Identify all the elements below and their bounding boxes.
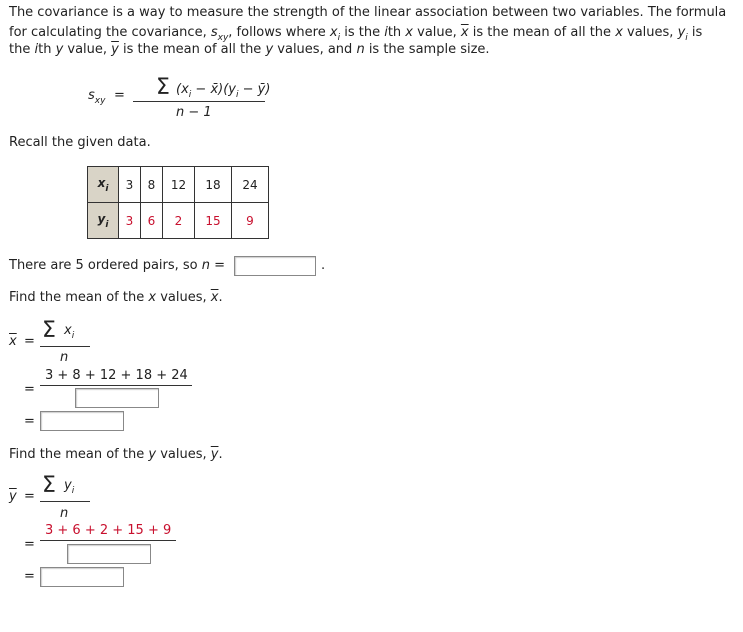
intro-line-3: the ith y value, $\overline{y}$ is the mean of all the y values, and n is the sample size.	[9, 42, 490, 57]
y-cell: 15	[195, 203, 232, 239]
xmean-numerator: $x_i$	[64, 323, 75, 341]
x-row	[88, 167, 269, 203]
xmean-denominator-input[interactable]	[75, 388, 159, 408]
pairs-period: .	[321, 258, 326, 273]
ymean-equals-3: =	[24, 569, 35, 584]
xmean-fraction-bar-2	[40, 385, 192, 386]
ymean-result-input[interactable]	[40, 567, 124, 587]
formula-fraction-bar	[133, 101, 265, 102]
ymean-numerator: $y_i$	[64, 478, 75, 496]
y-cell: 3	[119, 203, 141, 239]
formula-denominator: n − 1	[176, 105, 212, 120]
ymean-sigma: Σ	[42, 473, 56, 498]
pairs-text: There are 5 ordered pairs, so n =	[9, 258, 226, 273]
ymean-denominator-input[interactable]	[67, 544, 151, 564]
n-answer-input[interactable]	[234, 256, 316, 276]
ymean-sum-expression: 3 + 6 + 2 + 15 + 9	[45, 523, 172, 538]
data-table	[87, 166, 269, 239]
recall-text: Recall the given data.	[9, 135, 151, 150]
formula-lhs: $s_{xy}$	[88, 88, 106, 106]
formula-equals: =	[114, 88, 125, 103]
xmean-lhs: $\overline{x}$	[9, 334, 17, 349]
ymean-prompt: Find the mean of the y values, $\overline{y}$.	[9, 447, 223, 462]
ymean-equals-2: =	[24, 537, 35, 552]
x-cell: 24	[232, 167, 269, 203]
y-cell: 9	[232, 203, 269, 239]
x-cell: 18	[195, 167, 232, 203]
xmean-sum-expression: 3 + 8 + 12 + 18 + 24	[45, 368, 188, 383]
x-cell: 3	[119, 167, 141, 203]
ymean-fraction-bar-2	[40, 540, 176, 541]
xmean-result-input[interactable]	[40, 411, 124, 431]
y-cell: 2	[163, 203, 195, 239]
ymean-denominator: n	[60, 506, 69, 521]
xmean-sigma: Σ	[42, 318, 56, 343]
xmean-fraction-bar-1	[40, 346, 90, 347]
y-cell: 6	[141, 203, 163, 239]
formula-numerator: ($x_i$ − $x̄)(y_i$ − ȳ)	[176, 82, 271, 100]
y-row-header: $y_i$	[88, 203, 119, 239]
ymean-equals-1: =	[24, 489, 35, 504]
y-row	[88, 203, 269, 239]
ymean-lhs: $\overline{y}$	[9, 489, 17, 504]
intro-line-2: for calculating the covariance, $s_{xy}$, follows where $x_i$ is the ith x value, $\overline{x}$ is the mean of all the x values, $y_i$ is	[9, 25, 703, 43]
xmean-equals-2: =	[24, 382, 35, 397]
x-cell: 12	[163, 167, 195, 203]
xmean-prompt: Find the mean of the x values, $\overline{x}$.	[9, 290, 223, 305]
xmean-denominator: n	[60, 350, 69, 365]
formula-sigma: Σ	[156, 75, 170, 100]
intro-line-1: The covariance is a way to measure the strength of the linear association between two variables. The formula	[9, 5, 727, 20]
ymean-fraction-bar-1	[40, 501, 90, 502]
xmean-equals-1: =	[24, 334, 35, 349]
x-row-header: $x_i$	[88, 167, 119, 203]
x-cell: 8	[141, 167, 163, 203]
xmean-equals-3: =	[24, 414, 35, 429]
